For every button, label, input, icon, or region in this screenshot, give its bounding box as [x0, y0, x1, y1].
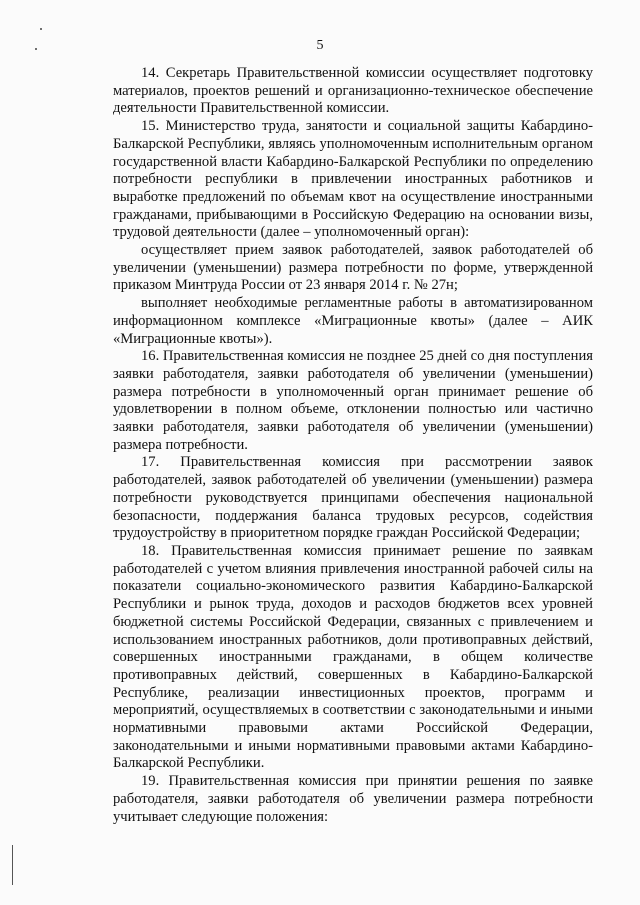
paragraph-16: 16. Правительственная комиссия не позднее 25 дней со дня поступления заявки работодателя, заявки работодателя об увеличении (уменьшении) размера потребности в уполномоченный орган принимает решение об удовлетворении в полном объеме, отклонении полностью или частично заявки работодателя, заявки работодателя об увеличении (уменьшении) размера потребности.	[113, 348, 593, 453]
page-number: 5	[316, 38, 324, 53]
paragraph-19: 19. Правительственная комиссия при принятии решения по заявке работодателя, заявки работодателя об увеличении размера потребности учитывает следующие положения:	[113, 773, 593, 825]
document-body	[113, 65, 593, 826]
paragraph-14: 14. Секретарь Правительственной комиссии осуществляет подготовку материалов, проектов решений и организационно-техническое обеспечение деятельности Правительственной комиссии.	[113, 65, 593, 117]
paragraph-15-item-2: выполняет необходимые регламентные работы в автоматизированном информационном комплексе «Миграционные квоты» (далее – АИК «Миграционные квоты»).	[113, 295, 593, 347]
paragraph-15: 15. Министерство труда, занятости и социальной защиты Кабардино-Балкарской Республики, являясь уполномоченным исполнительным органом государственной власти Кабардино-Балкарской Республики по определению потребности республики в привлечении иностранных работников и выработке предложений по объемам квот на осуществление иностранными гражданами, прибывающими в Российскую Федерацию на основании визы, трудовой деятельности (далее – уполномоченный орган):	[113, 118, 593, 241]
paragraph-18: 18. Правительственная комиссия принимает решение по заявкам работодателей с учетом влияния привлечения иностранной рабочей силы на показатели социально-экономического развития Кабардино-Балкарской Республики и рынок труда, доходов и расходов бюджетов всех уровней бюджетной системы Российской Федерации, связанных с привлечением и использованием иностранных работников, доли противоправных действий, совершенных иностранными гражданами, в общем количестве противоправных действий, совершенных в Кабардино-Балкарской Республике, реализации инвестиционных проектов, программ и мероприятий, осуществляемых в соответствии с законодательными и иными нормативными правовыми актами Российской Федерации, законодательными и иными нормативными правовыми актами Кабардино-Балкарской Республики.	[113, 542, 593, 772]
paragraph-15-item-1: осуществляет прием заявок работодателей, заявок работодателей об увеличении (уменьшении) размера потребности по форме, утвержденной приказом Минтруда России от 23 января 2014 г. № 27н;	[113, 242, 593, 294]
paragraph-17: 17. Правительственная комиссия при рассмотрении заявок работодателей, заявок работодателей об увеличении (уменьшении) размера потребности руководствуется принципами обеспечения национальной безопасности, поддержания баланса трудовых ресурсов, содействия трудоустройству в приоритетном порядке граждан Российской Федерации;	[113, 454, 593, 542]
scan-speck	[40, 28, 42, 30]
scan-edge-line	[12, 845, 13, 885]
